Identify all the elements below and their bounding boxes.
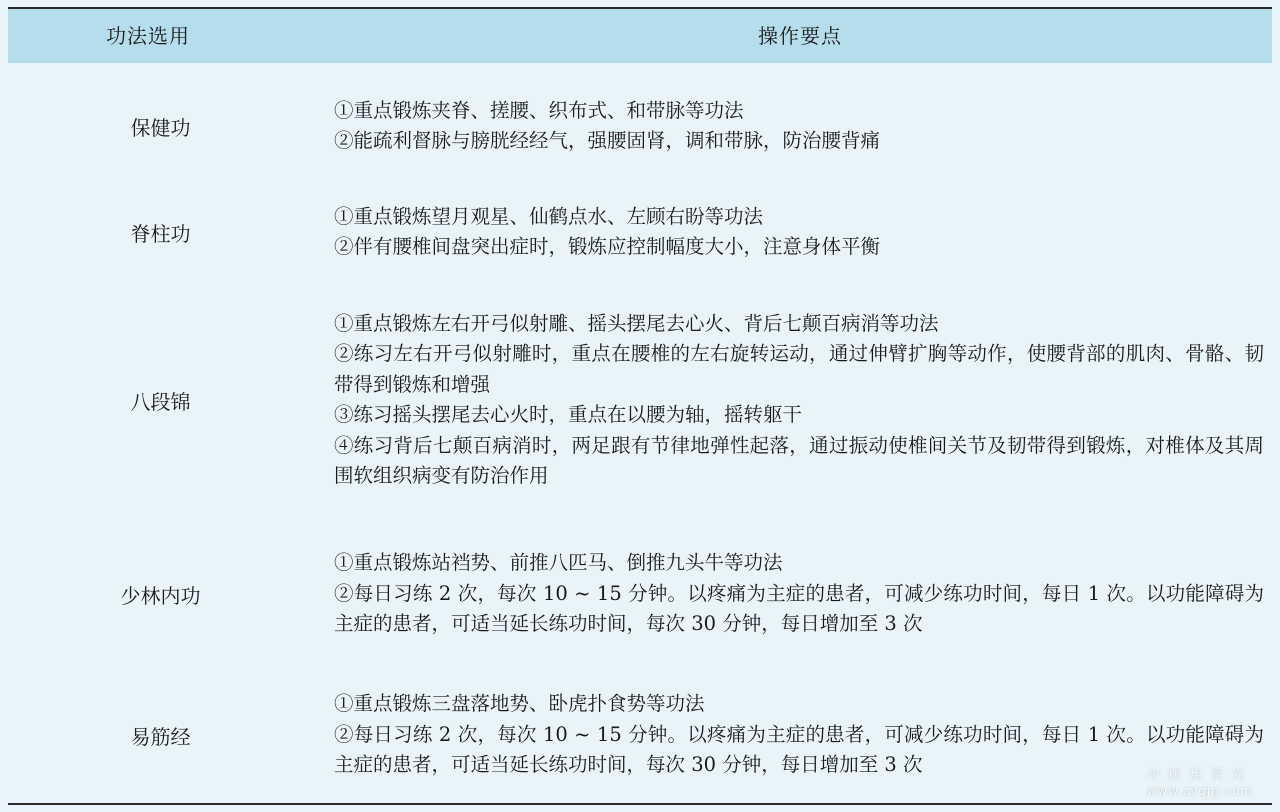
point-item: ④练习背后七颠百病消时，两足跟有节律地弹性起落，通过振动使椎间关节及韧带得到锻炼，对椎体及其周围软组织病变有防治作用 xyxy=(334,433,1264,487)
exercise-name: 少林内功 xyxy=(120,583,201,608)
exercise-table xyxy=(8,7,1272,805)
header-key-points: 操作要点 xyxy=(758,24,842,48)
table-row xyxy=(8,295,1272,505)
exercise-name: 保健功 xyxy=(130,115,191,140)
watermark-url: www.zyqjg.com xyxy=(1146,784,1254,798)
point-item: ②能疏利督脉与膀胱经经气，强腰固肾，调和带脉，防治腰背痛 xyxy=(334,129,881,152)
point-item: ①重点锻炼站裆势、前推八匹马、倒推九头牛等功法 xyxy=(334,551,783,575)
exercise-name: 脊柱功 xyxy=(130,221,191,246)
point-item: ②伴有腰椎间盘突出症时，锻炼应控制幅度大小，注意身体平衡 xyxy=(334,235,881,258)
table-row xyxy=(8,539,1272,649)
point-item: ①重点锻炼夹脊、搓腰、织布式、和带脉等功法 xyxy=(334,98,744,122)
table-row xyxy=(8,81,1272,171)
exercise-name: 易筋经 xyxy=(130,724,191,749)
point-item: ①重点锻炼望月观星、仙鹤点水、左顾右盼等功法 xyxy=(334,204,764,228)
table-bottom-rule xyxy=(8,803,1272,805)
exercise-points xyxy=(334,295,1264,505)
exercise-points xyxy=(334,187,1264,277)
header-exercise-selection: 功法选用 xyxy=(106,24,190,48)
point-item: ②每日习练 2 次，每次 10 ~ 15 分钟。以疼痛为主症的患者，可减少练功时间，每日 1 次。以功能障碍为主症的患者，可适当延长练功时间，每次 30 分钟，每日增加至 3 次 xyxy=(334,581,1264,636)
table-row xyxy=(8,187,1272,277)
table-row xyxy=(8,679,1272,791)
point-item: ②每日习练 2 次，每次 10 ~ 15 分钟。以疼痛为主症的患者，可减少练功时间，每日 1 次。以功能障碍为主症的患者，可适当延长练功时间，每次 30 分钟，每日增加至 3 次 xyxy=(334,722,1264,777)
exercise-points xyxy=(334,539,1264,649)
point-item: ②练习左右开弓似射雕时，重点在腰椎的左右旋转运动，通过伸臂扩胸等动作，使腰背部的肌肉、骨骼、韧带得到锻炼和增强 xyxy=(334,342,1264,396)
site-watermark xyxy=(1130,768,1270,798)
watermark-text: 中医启贤光 xyxy=(1147,768,1253,783)
exercise-name: 八段锦 xyxy=(130,389,191,414)
table-header xyxy=(8,9,1272,63)
point-item: ①重点锻炼三盘落地势、卧虎扑食势等功法 xyxy=(334,692,705,716)
point-item: ①重点锻炼左右开弓似射雕、摇头摆尾去心火、背后七颠百病消等功法 xyxy=(334,311,939,335)
exercise-points xyxy=(334,81,1264,171)
exercise-points xyxy=(334,679,1264,791)
point-item: ③练习摇头摆尾去心火时，重点在以腰为轴，摇转躯干 xyxy=(334,403,803,426)
